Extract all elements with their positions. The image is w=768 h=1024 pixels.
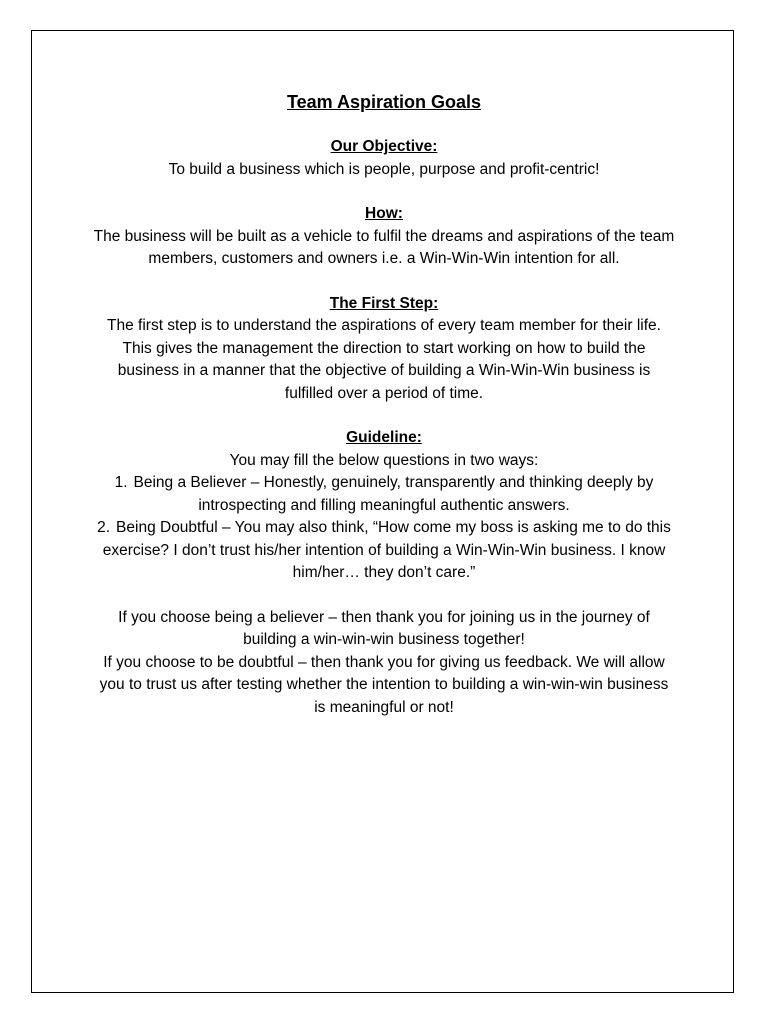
objective-section: [92, 136, 676, 181]
how-section: [92, 203, 676, 271]
closing-text-1: If you choose being a believer – then thank you for joining us in the journey of building a win-win-win business together!: [118, 608, 650, 648]
list-item-text: Being a Believer – Honestly, genuinely, transparently and thinking deeply by introspecting and filling meaningful authentic answers.: [133, 474, 654, 514]
guideline-item-2: [92, 517, 676, 585]
document-body: [92, 90, 676, 741]
objective-text: To build a business which is people, purpose and profit-centric!: [168, 160, 600, 178]
first-step-text-2: This gives the management the direction to start working on how to build the business in a manner that the objective of building a Win-Win-Win business is fulfilled over a period of time.: [117, 339, 651, 402]
how-heading: How:: [365, 205, 403, 222]
how-text: The business will be built as a vehicle to fulfil the dreams and aspirations of the team members, customers and owners i.e. a Win-Win-Win intention for all.: [93, 227, 675, 267]
list-item-text: Being Doubtful – You may also think, “How come my boss is asking me to do this exercise? I don’t trust his/her intention of building a Win-Win-Win business. I know him/her… they don’t care.”: [102, 519, 671, 581]
guideline-heading: Guideline:: [346, 429, 422, 446]
guideline-section: [92, 427, 676, 585]
guideline-item-1: [92, 472, 676, 517]
list-number: 2.: [97, 519, 111, 536]
guideline-intro: You may fill the below questions in two ways:: [229, 451, 539, 469]
first-step-text-1: The first step is to understand the aspirations of every team member for their life.: [107, 317, 661, 334]
objective-heading: Our Objective:: [330, 138, 438, 155]
first-step-heading: The First Step:: [329, 294, 439, 312]
document-title: Team Aspiration Goals: [286, 92, 482, 112]
guideline-list: [92, 472, 676, 585]
first-step-section: [92, 293, 676, 406]
closing-section: [92, 607, 676, 720]
closing-text-2: If you choose to be doubtful – then thank you for giving us feedback. We will allow you to trust us after testing whether the intention to building a win-win-win business is meaningful or not!: [99, 653, 669, 716]
list-number: 1.: [114, 474, 128, 491]
